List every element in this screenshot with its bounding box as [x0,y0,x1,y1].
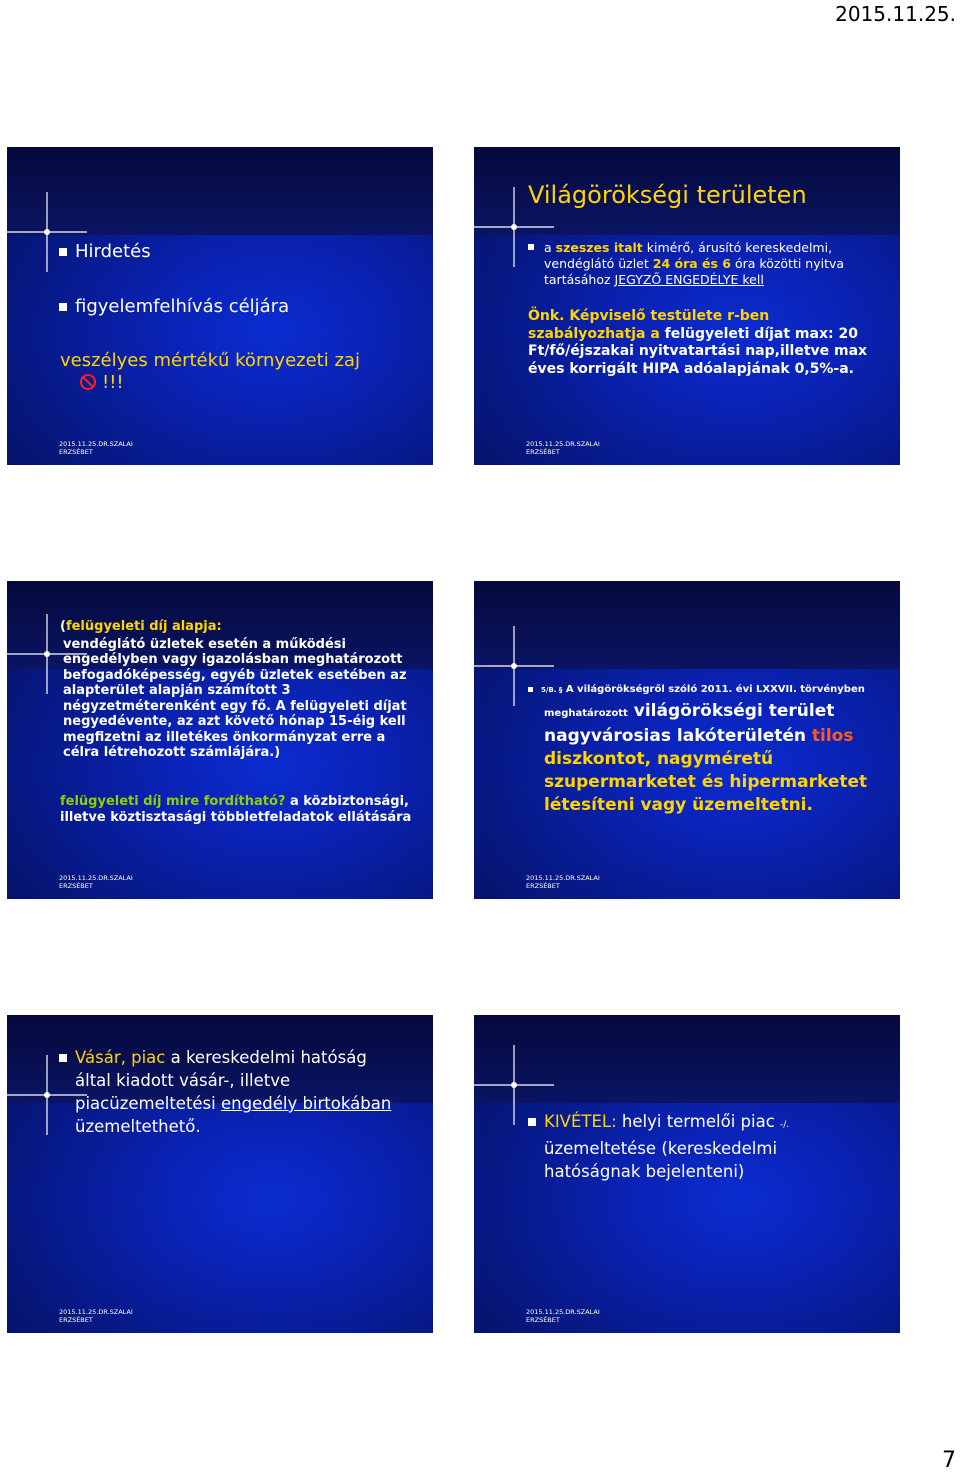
bullet-item: 5/B. § A világörökségről szóló 2011. évi LXXVII. törvényben meghatározott világörökségi terület nagyvárosias lakóterületén tilos diszkontot, nagyméretű szupermarketet és hipermarketet létesíteni vagy üzemeltetni. [528,682,878,817]
slide-3 [7,580,433,899]
slide-footer: 2015.11.25.DR.SZALAI ERZSÉBET [59,440,133,456]
page-number: 7 [942,1448,956,1473]
bullet-item: a szeszes italt kimérő, árusító kereskedelmi, vendéglátó üzlet 24 óra és 6 óra közötti nyitva tartásához JEGYZŐ ENGEDÉLYE kell [528,240,868,288]
slide-title: Világörökségi területen [528,181,807,209]
slide-footer: 2015.11.25.DR.SZALAI ERZSÉBET [59,1308,133,1324]
slide-footer: 2015.11.25.DR.SZALAI ERZSÉBET [526,440,600,456]
slide-5 [7,1014,433,1333]
warning-text: veszélyes mértékű környezeti zaj !!! [60,350,360,393]
prohibited-icon [80,374,96,390]
bullet-icon [528,1118,536,1126]
bullet-icon [59,303,67,311]
paragraph: (felügyeleti díj alapja: vendéglátó üzletek esetén a működési engedélyben vagy igazolásban meghatározott befogadóképesség, egyéb üzletek esetében az alapterület alapján számított 3 négyzetméterenként egy fő. A felügyeleti díjat negyedévente, az azt követő hónap 15-éig kell megfizetni az illetékes önkormányzat erre a célra létrehozott számlájára.) [60,619,420,761]
bullet-item: figyelemfelhívás céljára [59,296,289,318]
bullet-icon [59,1054,67,1062]
slide-4 [474,580,900,899]
body-text: vendéglátó üzletek esetén a működési engedélyben vagy igazolásban meghatározott befogadóképesség, egyéb üzletek esetében az alapterület alapján számított 3 négyzetméterenként egy fő. A felügyeleti díjat negyedévente, az azt követő hónap 15-éig kell megfizetni az illetékes önkormányzat erre a célra létrehozott számlájára.) [63,636,407,760]
body-text-continued: A felügyeleti díjat negyedévente, az azt követő hónap 15-éig kell megfizetni az illetékes önkormányzat erre a célra létrehozott számlájára.) [63,698,407,760]
answer-text: felügyeleti díj mire fordítható? a közbiztonsági, illetve köztisztasági többletfeladatok ellátására [60,794,412,825]
page-date: 2015.11.25. [835,2,956,26]
slide-footer: 2015.11.25.DR.SZALAI ERZSÉBET [59,874,133,890]
bullet-icon [528,244,534,250]
slide-footer: 2015.11.25.DR.SZALAI ERZSÉBET [526,1308,600,1324]
bullet-item: KIVÉTEL: helyi termelői piac -/. üzemeltetése (kereskedelmi hatóságnak bejelenteni) [528,1110,858,1183]
bullet-item: Hirdetés [59,241,151,263]
slide-1 [7,146,433,465]
slide-footer: 2015.11.25.DR.SZALAI ERZSÉBET [526,874,600,890]
bullet-icon [528,687,533,692]
slide-6 [474,1014,900,1333]
slide-2 [474,146,900,465]
bullet-item: Vásár, piac a kereskedelmi hatóság által kiadott vásár-, illetve piacüzemeltetési engedély birtokában üzemeltethető. [59,1046,404,1138]
paragraph: Önk. Képviselő testülete r-ben szabályozhatja a felügyeleti díjat max: 20 Ft/fő/éjszakai nyitvatartási nap,illetve max éves korrigált HIPA adóalapjának 0,5%-a. [528,308,868,377]
bullet-icon [59,248,67,256]
